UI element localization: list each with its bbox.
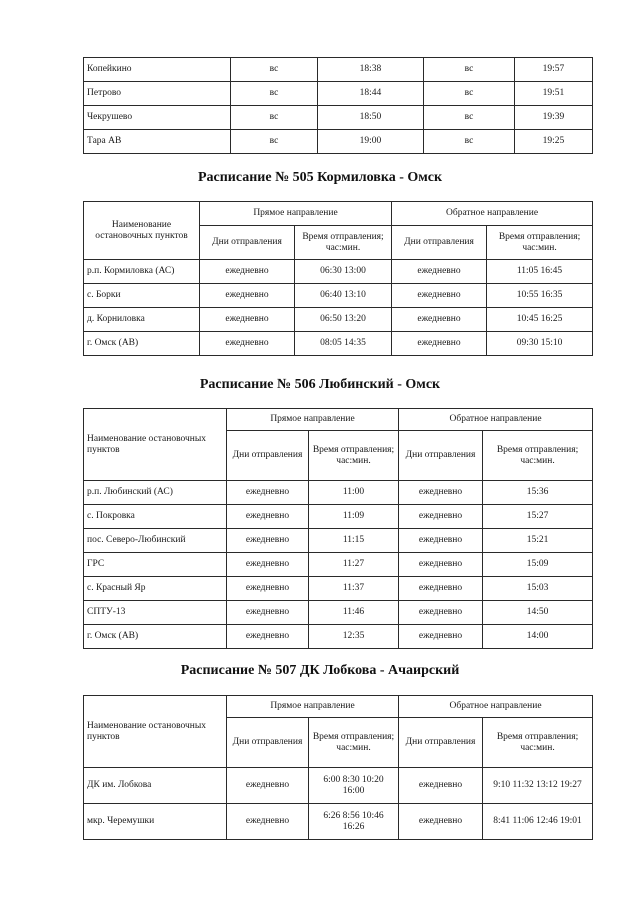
rev-time-cell: 14:50 xyxy=(483,601,593,625)
schedule-507-title: Расписание № 507 ДК Лобкова - Ачаирский xyxy=(180,663,460,678)
table-row xyxy=(84,505,593,529)
fwd-time-cell: 19:00 xyxy=(318,130,424,154)
header-fwd-days: Дни отправления xyxy=(227,431,309,481)
rev-days-cell: ежедневно xyxy=(399,529,483,553)
rev-time-cell: 09:30 15:10 xyxy=(487,332,593,356)
rev-time-cell: 15:27 xyxy=(483,505,593,529)
table-row xyxy=(84,529,593,553)
header-stops: Наименование остановочных пунктов xyxy=(84,202,200,260)
rev-time-cell: 15:03 xyxy=(483,577,593,601)
table-row xyxy=(84,260,593,284)
table-continuation xyxy=(83,57,593,154)
rev-days-cell: ежедневно xyxy=(392,308,487,332)
fwd-days-cell: ежедневно xyxy=(200,284,295,308)
stop-name-cell: с. Красный Яр xyxy=(84,577,227,601)
fwd-time-cell: 11:09 xyxy=(309,505,399,529)
table-row xyxy=(84,625,593,649)
stop-name-cell: д. Корниловка xyxy=(84,308,200,332)
schedule-505-title: Расписание № 505 Кормиловка - Омск xyxy=(197,170,443,185)
header-fwd-time: Время отправления; час:мин. xyxy=(309,431,399,481)
fwd-days-cell: ежедневно xyxy=(227,481,309,505)
rev-days-cell: ежедневно xyxy=(399,768,483,804)
header-reverse: Обратное направление xyxy=(392,202,593,226)
header-fwd-time: Время отправления; час:мин. xyxy=(309,718,399,768)
fwd-time-cell: 18:38 xyxy=(318,58,424,82)
stop-name-cell: Петрово xyxy=(84,82,231,106)
table-row xyxy=(84,481,593,505)
fwd-days-cell: вс xyxy=(231,58,318,82)
fwd-time-cell: 11:37 xyxy=(309,577,399,601)
fwd-time-cell: 11:15 xyxy=(309,529,399,553)
header-reverse: Обратное направление xyxy=(399,409,593,431)
stop-name-cell: р.п. Кормиловка (АС) xyxy=(84,260,200,284)
stop-name-cell: с. Борки xyxy=(84,284,200,308)
stop-name-cell: г. Омск (АВ) xyxy=(84,625,227,649)
stop-name-cell: ГРС xyxy=(84,553,227,577)
table-row xyxy=(84,106,593,130)
fwd-time-cell: 06:50 13:20 xyxy=(295,308,392,332)
rev-days-cell: вс xyxy=(424,106,515,130)
rev-time-cell: 15:09 xyxy=(483,553,593,577)
fwd-time-cell: 18:50 xyxy=(318,106,424,130)
table-schedule-506 xyxy=(83,408,593,649)
table-row xyxy=(84,130,593,154)
rev-time-cell: 15:36 xyxy=(483,481,593,505)
fwd-days-cell: ежедневно xyxy=(227,625,309,649)
rev-days-cell: ежедневно xyxy=(399,804,483,840)
table-row xyxy=(84,553,593,577)
rev-days-cell: ежедневно xyxy=(399,577,483,601)
header-forward: Прямое направление xyxy=(227,409,399,431)
header-rev-time: Время отправления; час:мин. xyxy=(483,431,593,481)
header-stops: Наименование остановочных пунктов xyxy=(84,409,227,481)
fwd-time-cell: 08:05 14:35 xyxy=(295,332,392,356)
stop-name-cell: с. Покровка xyxy=(84,505,227,529)
rev-days-cell: ежедневно xyxy=(399,625,483,649)
rev-time-cell: 19:51 xyxy=(515,82,593,106)
header-fwd-days: Дни отправления xyxy=(227,718,309,768)
table-row xyxy=(84,332,593,356)
rev-time-cell: 11:05 16:45 xyxy=(487,260,593,284)
table-row xyxy=(84,58,593,82)
fwd-days-cell: ежедневно xyxy=(227,768,309,804)
fwd-time-cell: 06:40 13:10 xyxy=(295,284,392,308)
stop-name-cell: ДК им. Лобкова xyxy=(84,768,227,804)
fwd-days-cell: ежедневно xyxy=(200,260,295,284)
stop-name-cell: г. Омск (АВ) xyxy=(84,332,200,356)
fwd-time-cell: 11:46 xyxy=(309,601,399,625)
table-row xyxy=(84,804,593,840)
fwd-time-cell: 06:30 13:00 xyxy=(295,260,392,284)
stop-name-cell: пос. Северо-Любинский xyxy=(84,529,227,553)
fwd-days-cell: ежедневно xyxy=(227,529,309,553)
rev-days-cell: вс xyxy=(424,58,515,82)
stop-name-cell: Чекрушево xyxy=(84,106,231,130)
fwd-days-cell: вс xyxy=(231,130,318,154)
stop-name-cell: мкр. Черемушки xyxy=(84,804,227,840)
table-row xyxy=(84,768,593,804)
fwd-time-cell: 18:44 xyxy=(318,82,424,106)
rev-time-cell: 19:39 xyxy=(515,106,593,130)
fwd-time-cell: 6:26 8:56 10:46 16:26 xyxy=(309,804,399,840)
rev-days-cell: ежедневно xyxy=(399,505,483,529)
fwd-days-cell: ежедневно xyxy=(227,804,309,840)
rev-days-cell: ежедневно xyxy=(392,284,487,308)
rev-days-cell: ежедневно xyxy=(399,601,483,625)
fwd-days-cell: вс xyxy=(231,106,318,130)
fwd-days-cell: ежедневно xyxy=(200,332,295,356)
table-row xyxy=(84,577,593,601)
fwd-time-cell: 6:00 8:30 10:20 16:00 xyxy=(309,768,399,804)
rev-time-cell: 10:45 16:25 xyxy=(487,308,593,332)
schedule-506-title: Расписание № 506 Любинский - Омск xyxy=(199,377,441,392)
table-row xyxy=(84,308,593,332)
fwd-days-cell: вс xyxy=(231,82,318,106)
rev-days-cell: вс xyxy=(424,130,515,154)
table-schedule-505 xyxy=(83,201,593,356)
header-rev-time: Время отправления; час:мин. xyxy=(487,226,593,260)
rev-days-cell: ежедневно xyxy=(392,260,487,284)
table-row xyxy=(84,284,593,308)
fwd-days-cell: ежедневно xyxy=(227,505,309,529)
stop-name-cell: Тара АВ xyxy=(84,130,231,154)
rev-days-cell: ежедневно xyxy=(399,553,483,577)
header-forward: Прямое направление xyxy=(200,202,392,226)
header-fwd-time: Время отправления; час:мин. xyxy=(295,226,392,260)
rev-days-cell: ежедневно xyxy=(392,332,487,356)
table-row xyxy=(84,82,593,106)
rev-days-cell: вс xyxy=(424,82,515,106)
table-schedule-507 xyxy=(83,695,593,840)
fwd-time-cell: 11:27 xyxy=(309,553,399,577)
stop-name-cell: р.п. Любинский (АС) xyxy=(84,481,227,505)
header-rev-days: Дни отправления xyxy=(392,226,487,260)
rev-time-cell: 15:21 xyxy=(483,529,593,553)
header-fwd-days: Дни отправления xyxy=(200,226,295,260)
rev-time-cell: 8:41 11:06 12:46 19:01 xyxy=(483,804,593,840)
stop-name-cell: Копейкино xyxy=(84,58,231,82)
rev-time-cell: 19:57 xyxy=(515,58,593,82)
header-rev-days: Дни отправления xyxy=(399,718,483,768)
rev-time-cell: 19:25 xyxy=(515,130,593,154)
rev-time-cell: 14:00 xyxy=(483,625,593,649)
fwd-days-cell: ежедневно xyxy=(200,308,295,332)
rev-days-cell: ежедневно xyxy=(399,481,483,505)
rev-time-cell: 10:55 16:35 xyxy=(487,284,593,308)
fwd-time-cell: 12:35 xyxy=(309,625,399,649)
table-row xyxy=(84,601,593,625)
header-reverse: Обратное направление xyxy=(399,696,593,718)
header-rev-time: Время отправления; час:мин. xyxy=(483,718,593,768)
header-stops: Наименование остановочных пунктов xyxy=(84,696,227,768)
header-rev-days: Дни отправления xyxy=(399,431,483,481)
fwd-time-cell: 11:00 xyxy=(309,481,399,505)
fwd-days-cell: ежедневно xyxy=(227,601,309,625)
header-forward: Прямое направление xyxy=(227,696,399,718)
fwd-days-cell: ежедневно xyxy=(227,553,309,577)
stop-name-cell: СПТУ-13 xyxy=(84,601,227,625)
fwd-days-cell: ежедневно xyxy=(227,577,309,601)
rev-time-cell: 9:10 11:32 13:12 19:27 xyxy=(483,768,593,804)
